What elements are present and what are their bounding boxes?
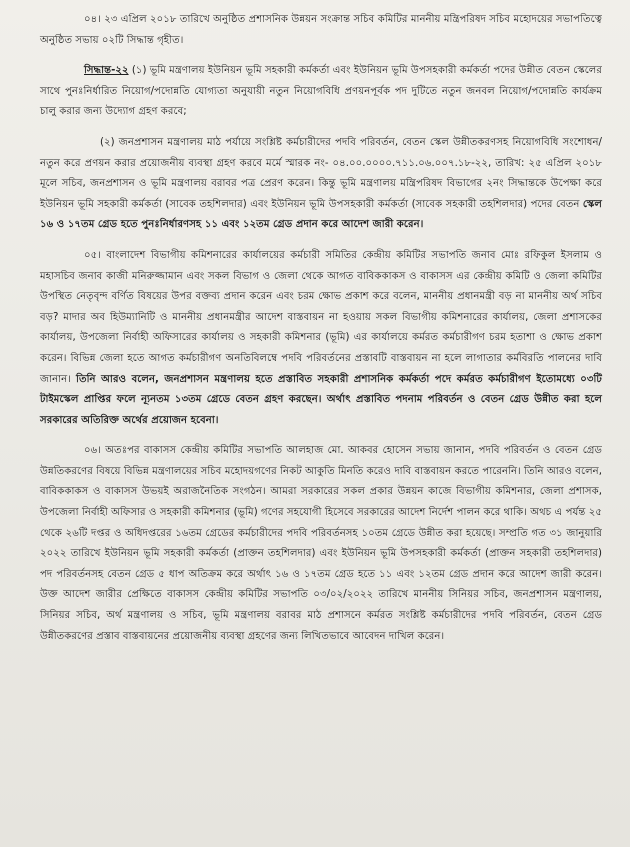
resolution-label: সিদ্ধান্ত-২২ xyxy=(84,65,129,77)
resolution-22-2-text: (২) জনপ্রশাসন মন্ত্রণালয় মাঠ পর্যায়ে সংশ্লিষ্ট কর্মচারীদের পদবি পরিবর্তন, বেতন স্কেল উন্নীতকরণসহ নিয়োগবিধি সংশোধন/নতুন করে প্রণয়ন করার প্রয়োজনীয় ব্যবস্থা গ্রহণ করবে মর্মে স্মারক নং- ০৪.০০.০০০০.৭১১.০৬.০০৭.১৮-২২, তারিখ: ২৫ এপ্রিল ২০১৮ মূলে সচিব, জনপ্রশাসন ও ভূমি মন্ত্রণালয় বরাবর পত্র প্রেরণ করেন। কিন্তু ভূমি মন্ত্রণালয় মন্ত্রিপরিষদ বিভাগের ২নং সিদ্ধান্তকে উপেক্ষা করে ইউনিয়ন ভূমি সহকারী কর্মকর্তা (সাবেক তহশিলদার) এবং ইউনিয়ন ভূমি উপসহকারী কর্মকর্তা (সাবেক সহকারী তহশিলদার) পদের বেতন xyxy=(40,136,602,210)
paragraph-resolution-22-2 xyxy=(40,133,602,236)
paragraph-resolution-22-1 xyxy=(40,61,602,123)
resolution-22-2-bold-text: স্কেল ১৬ ও ১৭তম গ্রেড হতে পুনঃনির্ধারণসহ ১১ এবং ১২তম গ্রেড প্রদান করে আদেশ জারী করেন। xyxy=(40,198,602,231)
paragraph-05-text: ০৫। বাংলাদেশ বিভাগীয় কমিশনারের কার্যালয়ের কর্মচারী সমিতির কেন্দ্রীয় কমিটির সভাপতি জনাব মোঃ রফিকুল ইসলাম ও মহাসচিব জনাব কাজী মনিরুজ্জামান এবং সকল বিভাগ ও জেলা থেকে আগত বাবিককাকস ও বাকাসস এর কেন্দ্রীয় কমিটি ও জেলা কমিটির উপস্থিত নেতৃবৃন্দ বর্ণিত বিষয়ের উপর বক্তব্য প্রদান করেন এবং চরম ক্ষোভ প্রকাশ করে বলেন, মাননীয় প্রধানমন্ত্রী বড় না মাননীয় অর্থ সচিব বড়? মাদার অব হিউম্যানিটি ও মাননীয় প্রধানমন্ত্রীর আদেশ বাস্তবায়ন না হওয়ায় সকল বিভাগীয় কমিশনারের কার্যালয়, জেলা প্রশাসকের কার্যালয়, উপজেলা নির্বাহী অফিসারের কার্যালয় ও সহকারী কমিশনার (ভূমি) এর কার্যালয়ে কর্মরত কর্মচারীগণ চরম হতাশা ও ক্ষোভ প্রকাশ করেন। বিভিন্ন জেলা হতে আগত কর্মচারীগণ অনতিবিলম্বে পদবি পরিবর্তনের প্রস্তাবটি বাস্তবায়ন না হলে লাগাতার কর্মবিরতি পালনের দাবি জানান। xyxy=(40,249,602,385)
paragraph-05 xyxy=(40,246,602,431)
paragraph-04: ০৪। ২৩ এপ্রিল ২০১৮ তারিখে অনুষ্ঠিত প্রশাসনিক উন্নয়ন সংক্রান্ত সচিব কমিটির মাননীয় মন্ত্রিপরিষদ সচিব মহোদয়ের সভাপতিত্বে অনুষ্ঠিত সভায় ০২টি সিদ্ধান্ত গৃহীত। xyxy=(40,14,602,46)
paragraph-05-bold-text: তিনি আরও বলেন, জনপ্রশাসন মন্ত্রণালয় হতে প্রস্তাবিত সহকারী প্রশাসনিক কর্মকর্তা পদে কর্মরত কর্মচারীগণ ইতোমধ্যে ০৩টি টাইমস্কেল প্রাপ্তির ফলে ন্যূনতম ১৩তম গ্রেডে বেতন গ্রহণ করছেন। অর্থাৎ প্রস্তাবিত পদনাম পরিবর্তন ও বেতন গ্রেড উন্নীত করা হলে সরকারের অতিরিক্ত অর্থের প্রয়োজন হবেনা। xyxy=(40,373,602,426)
resolution-22-1-text: (১) ভূমি মন্ত্রণালয় ইউনিয়ন ভূমি সহকারী কর্মকর্তা এবং ইউনিয়ন ভূমি উপসহকারী কর্মকর্তা পদের উন্নীত বেতন স্কেলের সাথে পুনঃনির্ধারিত নিয়োগ/পদোন্নতি যোগ্যতা অনুযায়ী নতুন নিয়োগবিধি প্রণয়নপূর্বক পদ দুটিতে নতুন জনবল নিয়োগ/পদোন্নতি কার্যক্রম চালু করার জন্য উদ্যোগ গ্রহণ করবে; xyxy=(40,65,602,118)
paragraph-06: ০৬। অতঃপর বাকাসস কেন্দ্রীয় কমিটির সভাপতি আলহাজ মো. আকবর হোসেন সভায় জানান, পদবি পরিবর্তন ও বেতন গ্রেড উন্নতিকরণের বিষয়ে বিভিন্ন মন্ত্রণালয়ের সচিব মহোদয়গণের নিকট আকুতি মিনতি করেও দাবি বাস্তবায়ন করতে পারেননি। তিনি আরও বলেন, বাবিককাকস ও বাকাসস উভয়ই অরাজনৈতিক সংগঠন। আমরা সরকারের সকল প্রকার উন্নয়ন কাজে বিভাগীয় কমিশনার, জেলা প্রশাসক, উপজেলা নির্বাহী অফিসার ও সহকারী কমিশনার (ভূমি) গণের সহযোগী হিসেবে সরকারের আদেশ নির্দেশ পালন করে থাকি। অথচ এ পর্যন্ত ২৫ থেকে ২৬টি দপ্তর ও অধিদপ্তরের ১৬তম গ্রেডের কর্মচারীদের পদবি পরিবর্তনসহ ১০তম গ্রেডে উন্নীত করা হয়েছে। সম্প্রতি গত ৩১ জানুয়ারি ২০২২ তারিখে ইউনিয়ন ভূমি সহকারী কর্মকর্তা (প্রাক্তন তহশিলদার) এবং ইউনিয়ন ভূমি উপসহকারী কর্মকর্তা (প্রাক্তন সহকারী তহশিলদার) পদ পরিবর্তনসহ বেতন গ্রেড ৫ ধাপ অতিক্রম করে অর্থাৎ ১৬ ও ১৭তম গ্রেড হতে ১১ এবং ১২তম গ্রেড প্রদান করে আদেশ জারী করেন। উক্ত আদেশ জারীর প্রেক্ষিতে বাকাসস কেন্দ্রীয় কমিটির সভাপতি ০৩/০২/২০২২ তারিখে মাননীয় সিনিয়র সচিব, জনপ্রশাসন মন্ত্রণালয়, সিনিয়র সচিব, অর্থ মন্ত্রণালয় ও সচিব, ভূমি মন্ত্রণালয় বরাবর মাঠ প্রশাসনে কর্মরত সংশ্লিষ্ট কর্মচারীদের পদবি পরিবর্তন, বেতন গ্রেড উন্নীতকরণের প্রস্তাব বাস্তবায়নের প্রয়োজনীয় ব্যবস্থা গ্রহণের জন্য লিখিতভাবে আবেদন দাখিল করেন। xyxy=(40,445,602,642)
